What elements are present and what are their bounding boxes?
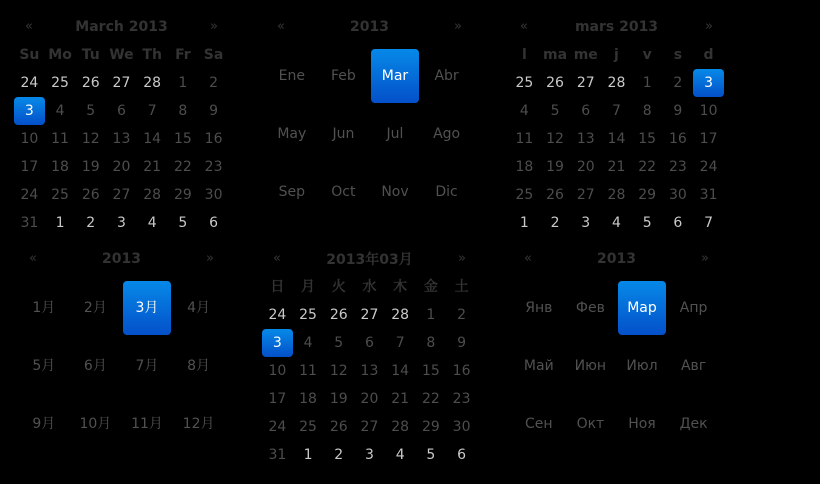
datepicker-ja-days bbox=[262, 245, 477, 469]
day-cell[interactable]: 12 bbox=[81, 131, 100, 147]
day-cell[interactable]: 5 bbox=[550, 103, 560, 119]
day-cell[interactable]: 3 bbox=[365, 447, 374, 463]
weekday-label: We bbox=[109, 47, 134, 63]
week-row bbox=[509, 181, 724, 209]
day-cell[interactable]: 27 bbox=[360, 307, 379, 323]
weekday-label: 木 bbox=[393, 279, 408, 295]
month-cell[interactable]: Dic bbox=[435, 184, 458, 200]
month-cell[interactable]: Sep bbox=[278, 184, 305, 200]
day-cell[interactable]: 14 bbox=[391, 363, 410, 379]
month-cell[interactable]: May bbox=[277, 126, 307, 142]
weekday-label: Sa bbox=[203, 47, 224, 63]
day-cell[interactable]: 12 bbox=[329, 363, 348, 379]
day-cell[interactable]: 18 bbox=[51, 159, 69, 175]
day-cell[interactable]: 29 bbox=[173, 187, 192, 203]
weekday-label: Su bbox=[19, 47, 40, 63]
day-cell[interactable]: 20 bbox=[360, 391, 379, 407]
weekday-label: j bbox=[614, 47, 619, 63]
month-cell[interactable]: 10月 bbox=[79, 416, 112, 432]
month-cell[interactable]: Ago bbox=[433, 126, 461, 142]
month-cell[interactable]: Май bbox=[523, 358, 554, 374]
day-cell-selected[interactable]: 3 bbox=[14, 97, 45, 125]
day-cell[interactable]: 17 bbox=[699, 131, 718, 147]
weekday-label: 金 bbox=[423, 279, 438, 295]
weekday-label: 土 bbox=[454, 279, 469, 295]
week-row bbox=[509, 125, 724, 153]
prev-month-button[interactable]: « bbox=[273, 251, 281, 266]
month-cell[interactable]: Abr bbox=[434, 68, 459, 84]
next-year-button[interactable]: » bbox=[454, 19, 462, 34]
week-row bbox=[262, 385, 477, 413]
day-cell[interactable]: 1 bbox=[55, 215, 65, 231]
weekday-label: Fr bbox=[175, 47, 191, 63]
day-cell[interactable]: 21 bbox=[391, 391, 410, 407]
day-cell[interactable]: 26 bbox=[546, 75, 564, 91]
day-cell[interactable]: 15 bbox=[421, 363, 440, 379]
month-cell[interactable]: 11月 bbox=[131, 416, 163, 432]
day-cell[interactable]: 16 bbox=[452, 363, 471, 379]
day-cell[interactable]: 9 bbox=[457, 335, 467, 351]
day-cell[interactable]: 25 bbox=[515, 75, 534, 91]
weekday-header-row bbox=[14, 41, 229, 69]
datepicker-fr-days bbox=[509, 13, 724, 237]
month-cell[interactable]: Jun bbox=[332, 126, 355, 142]
next-year-button[interactable]: » bbox=[701, 251, 709, 266]
day-cell[interactable]: 4 bbox=[519, 103, 529, 119]
week-row bbox=[14, 181, 229, 209]
day-cell[interactable]: 2 bbox=[457, 307, 467, 323]
day-cell[interactable]: 4 bbox=[55, 103, 65, 119]
week-row bbox=[262, 413, 477, 441]
month-cell[interactable]: Oct bbox=[331, 184, 356, 200]
day-cell[interactable]: 21 bbox=[607, 159, 626, 175]
day-cell[interactable]: 31 bbox=[20, 215, 39, 231]
month-cell[interactable]: 6月 bbox=[83, 358, 107, 374]
week-row bbox=[509, 209, 724, 237]
day-cell[interactable]: 19 bbox=[546, 159, 564, 175]
weekday-label: 日 bbox=[270, 279, 285, 295]
calendar-title[interactable]: March 2013 bbox=[75, 19, 168, 35]
next-month-button[interactable]: » bbox=[458, 251, 466, 266]
day-cell[interactable]: 17 bbox=[268, 391, 287, 407]
day-cell[interactable]: 26 bbox=[329, 419, 348, 435]
weekday-label: s bbox=[673, 47, 683, 63]
month-cell[interactable]: 8月 bbox=[187, 358, 211, 374]
day-cell[interactable]: 27 bbox=[112, 187, 131, 203]
day-cell[interactable]: 7 bbox=[395, 335, 405, 351]
calendar-title[interactable]: 2013 bbox=[102, 251, 141, 267]
day-cell[interactable]: 23 bbox=[452, 391, 471, 407]
day-cell[interactable]: 9 bbox=[673, 103, 683, 119]
day-cell[interactable]: 26 bbox=[546, 187, 564, 203]
prev-month-button[interactable]: « bbox=[25, 19, 33, 34]
day-cell[interactable]: 24 bbox=[268, 307, 287, 323]
week-row bbox=[14, 125, 229, 153]
day-cell[interactable]: 27 bbox=[576, 75, 595, 91]
day-cell[interactable]: 2 bbox=[86, 215, 96, 231]
week-row bbox=[262, 329, 477, 357]
day-cell[interactable]: 19 bbox=[81, 159, 100, 175]
day-cell[interactable]: 11 bbox=[515, 131, 534, 147]
day-cell[interactable]: 26 bbox=[329, 307, 348, 323]
day-cell[interactable]: 27 bbox=[360, 419, 379, 435]
day-cell[interactable]: 16 bbox=[668, 131, 687, 147]
month-cell[interactable]: 5月 bbox=[32, 358, 56, 374]
weekday-label: Th bbox=[142, 47, 162, 63]
day-cell[interactable]: 28 bbox=[143, 187, 162, 203]
day-cell[interactable]: 11 bbox=[299, 363, 317, 379]
weekday-label: Mo bbox=[48, 47, 72, 63]
month-cell[interactable]: Фев bbox=[575, 300, 605, 316]
day-cell[interactable]: 13 bbox=[360, 363, 379, 379]
month-cell[interactable]: Авг bbox=[680, 358, 707, 374]
week-row bbox=[262, 441, 477, 469]
weekday-label: me bbox=[573, 47, 598, 63]
month-cell[interactable]: Янв bbox=[525, 300, 553, 316]
day-cell[interactable]: 6 bbox=[117, 103, 126, 119]
month-grid bbox=[266, 41, 473, 221]
month-cell[interactable]: Апр bbox=[679, 300, 708, 316]
day-cell[interactable]: 6 bbox=[365, 335, 374, 351]
day-cell[interactable]: 22 bbox=[421, 391, 440, 407]
day-cell[interactable]: 25 bbox=[515, 187, 534, 203]
week-row bbox=[14, 69, 229, 97]
day-cell[interactable]: 1 bbox=[642, 75, 652, 91]
day-cell[interactable]: 7 bbox=[147, 103, 157, 119]
datepicker-ru-months bbox=[513, 245, 720, 453]
day-cell[interactable]: 2 bbox=[673, 75, 683, 91]
datepicker-cjk-months bbox=[18, 245, 225, 453]
week-row bbox=[262, 301, 477, 329]
day-cell[interactable]: 29 bbox=[421, 419, 440, 435]
next-month-button[interactable]: » bbox=[705, 19, 713, 34]
week-row bbox=[509, 97, 724, 125]
day-cell[interactable]: 10 bbox=[268, 363, 287, 379]
day-cell[interactable]: 26 bbox=[81, 187, 100, 203]
day-cell[interactable]: 14 bbox=[607, 131, 626, 147]
day-cell[interactable]: 31 bbox=[699, 187, 718, 203]
day-cell[interactable]: 10 bbox=[699, 103, 718, 119]
calendar-header bbox=[266, 13, 473, 41]
weekday-label: 火 bbox=[331, 279, 346, 295]
day-cell[interactable]: 30 bbox=[668, 187, 687, 203]
prev-month-button[interactable]: « bbox=[520, 19, 528, 34]
day-cell[interactable]: 27 bbox=[576, 187, 595, 203]
calendar-header bbox=[513, 245, 720, 273]
day-cell[interactable]: 17 bbox=[20, 159, 39, 175]
month-grid bbox=[513, 273, 720, 453]
day-cell[interactable]: 28 bbox=[391, 419, 410, 435]
day-cell[interactable]: 8 bbox=[178, 103, 188, 119]
day-cell[interactable]: 5 bbox=[426, 447, 436, 463]
calendar-title[interactable]: mars 2013 bbox=[574, 19, 659, 35]
day-cell[interactable]: 22 bbox=[638, 159, 657, 175]
day-cell[interactable]: 8 bbox=[426, 335, 436, 351]
month-cell[interactable]: 4月 bbox=[187, 300, 211, 316]
day-cell[interactable]: 5 bbox=[334, 335, 344, 351]
week-row bbox=[262, 357, 477, 385]
month-cell[interactable]: Окт bbox=[576, 416, 605, 432]
day-cell[interactable]: 28 bbox=[143, 75, 162, 91]
calendar-header bbox=[14, 13, 229, 41]
month-cell[interactable]: Ноя bbox=[628, 416, 656, 432]
day-cell[interactable]: 20 bbox=[576, 159, 595, 175]
day-cell[interactable]: 6 bbox=[581, 103, 591, 119]
month-cell-selected[interactable]: Мар bbox=[618, 281, 666, 335]
week-row bbox=[509, 153, 724, 181]
datepicker-es-months bbox=[266, 13, 473, 221]
day-cell[interactable]: 26 bbox=[81, 75, 100, 91]
day-cell[interactable]: 29 bbox=[638, 187, 657, 203]
month-cell-selected[interactable]: 3月 bbox=[123, 281, 171, 335]
weekday-header-row bbox=[262, 273, 477, 301]
month-cell[interactable]: Jul bbox=[386, 126, 404, 142]
day-cell[interactable]: 13 bbox=[576, 131, 595, 147]
month-cell[interactable]: Ene bbox=[278, 68, 305, 84]
day-cell[interactable]: 16 bbox=[204, 131, 223, 147]
day-cell[interactable]: 31 bbox=[268, 447, 287, 463]
prev-year-button[interactable]: « bbox=[29, 251, 37, 266]
day-cell-selected[interactable]: 3 bbox=[262, 329, 293, 357]
day-cell[interactable]: 1 bbox=[426, 307, 436, 323]
month-cell[interactable]: Сен bbox=[525, 416, 553, 432]
day-cell[interactable]: 25 bbox=[51, 187, 69, 203]
day-cell[interactable]: 9 bbox=[209, 103, 219, 119]
day-cell[interactable]: 15 bbox=[173, 131, 192, 147]
weekday-label: 水 bbox=[362, 279, 377, 295]
weekday-label: l bbox=[521, 47, 527, 63]
day-cell[interactable]: 15 bbox=[638, 131, 657, 147]
day-cell[interactable]: 20 bbox=[112, 159, 131, 175]
day-cell[interactable]: 28 bbox=[391, 307, 410, 323]
day-cell[interactable]: 28 bbox=[607, 187, 626, 203]
weekday-label: d bbox=[703, 47, 714, 63]
calendar-header bbox=[262, 245, 477, 273]
day-cell[interactable]: 2 bbox=[334, 447, 344, 463]
day-cell[interactable]: 7 bbox=[612, 103, 621, 119]
next-year-button[interactable]: » bbox=[206, 251, 214, 266]
week-row bbox=[14, 153, 229, 181]
month-cell[interactable]: Nov bbox=[381, 184, 409, 200]
day-cell[interactable]: 4 bbox=[147, 215, 157, 231]
day-cell[interactable]: 24 bbox=[20, 187, 39, 203]
day-cell[interactable]: 12 bbox=[546, 131, 564, 147]
day-cell[interactable]: 13 bbox=[112, 131, 131, 147]
day-cell[interactable]: 25 bbox=[51, 75, 69, 91]
month-cell[interactable]: 2月 bbox=[83, 300, 107, 316]
day-cell[interactable]: 6 bbox=[209, 215, 219, 231]
day-cell[interactable]: 18 bbox=[515, 159, 534, 175]
day-cell[interactable]: 22 bbox=[173, 159, 192, 175]
month-cell[interactable]: 1月 bbox=[32, 300, 56, 316]
month-cell-selected[interactable]: Mar bbox=[371, 49, 419, 103]
month-cell[interactable]: Июн bbox=[574, 358, 607, 374]
day-cell[interactable]: 3 bbox=[117, 215, 126, 231]
month-cell[interactable]: 12月 bbox=[182, 416, 215, 432]
day-cell[interactable]: 30 bbox=[204, 187, 223, 203]
day-cell[interactable]: 11 bbox=[51, 131, 69, 147]
weekday-header-row bbox=[509, 41, 724, 69]
day-cell[interactable]: 24 bbox=[268, 419, 287, 435]
day-cell[interactable]: 14 bbox=[143, 131, 162, 147]
day-cell[interactable]: 2 bbox=[550, 215, 560, 231]
day-cell[interactable]: 19 bbox=[329, 391, 348, 407]
day-cell[interactable]: 4 bbox=[395, 447, 405, 463]
month-cell[interactable]: Июл bbox=[626, 358, 658, 374]
weekday-label: Tu bbox=[81, 47, 100, 63]
prev-year-button[interactable]: « bbox=[524, 251, 532, 266]
prev-year-button[interactable]: « bbox=[277, 19, 285, 34]
day-cell[interactable]: 3 bbox=[581, 215, 591, 231]
day-cell-selected[interactable]: 3 bbox=[693, 69, 724, 97]
day-cell[interactable]: 4 bbox=[612, 215, 621, 231]
day-cell[interactable]: 21 bbox=[143, 159, 162, 175]
weekday-label: 月 bbox=[301, 279, 316, 295]
datepicker-en-days bbox=[14, 13, 229, 237]
calendar-title[interactable]: 2013 bbox=[597, 251, 636, 267]
day-cell[interactable]: 5 bbox=[86, 103, 96, 119]
day-cell[interactable]: 2 bbox=[209, 75, 219, 91]
day-cell[interactable]: 7 bbox=[704, 215, 714, 231]
day-cell[interactable]: 1 bbox=[303, 447, 313, 463]
day-cell[interactable]: 1 bbox=[178, 75, 188, 91]
day-cell[interactable]: 24 bbox=[20, 75, 39, 91]
day-cell[interactable]: 25 bbox=[299, 307, 317, 323]
day-cell[interactable]: 24 bbox=[699, 159, 718, 175]
calendar-title[interactable]: 2013 bbox=[350, 19, 389, 35]
calendar-header bbox=[509, 13, 724, 41]
day-cell[interactable]: 27 bbox=[112, 75, 131, 91]
day-cell[interactable]: 4 bbox=[303, 335, 313, 351]
weekday-label: ma bbox=[543, 47, 568, 63]
month-cell[interactable]: 9月 bbox=[32, 416, 56, 432]
day-cell[interactable]: 8 bbox=[642, 103, 652, 119]
week-row bbox=[509, 69, 724, 97]
calendar-title[interactable]: 2013年03月 bbox=[326, 252, 413, 268]
calendar-header bbox=[18, 245, 225, 273]
day-cell[interactable]: 25 bbox=[299, 419, 317, 435]
month-cell[interactable]: 7月 bbox=[135, 358, 159, 374]
week-row bbox=[14, 97, 229, 125]
day-cell[interactable]: 6 bbox=[457, 447, 467, 463]
day-cell[interactable]: 5 bbox=[178, 215, 188, 231]
day-cell[interactable]: 10 bbox=[20, 131, 39, 147]
week-row bbox=[14, 209, 229, 237]
next-month-button[interactable]: » bbox=[210, 19, 218, 34]
day-cell[interactable]: 23 bbox=[668, 159, 687, 175]
day-cell[interactable]: 23 bbox=[204, 159, 223, 175]
day-cell[interactable]: 18 bbox=[299, 391, 317, 407]
day-cell[interactable]: 28 bbox=[607, 75, 626, 91]
month-grid bbox=[18, 273, 225, 453]
weekday-label: v bbox=[642, 47, 652, 63]
day-cell[interactable]: 30 bbox=[452, 419, 471, 435]
day-cell[interactable]: 1 bbox=[519, 215, 529, 231]
month-cell[interactable]: Дек bbox=[679, 416, 708, 432]
day-cell[interactable]: 5 bbox=[642, 215, 652, 231]
month-cell[interactable]: Feb bbox=[330, 68, 356, 84]
day-cell[interactable]: 6 bbox=[673, 215, 683, 231]
